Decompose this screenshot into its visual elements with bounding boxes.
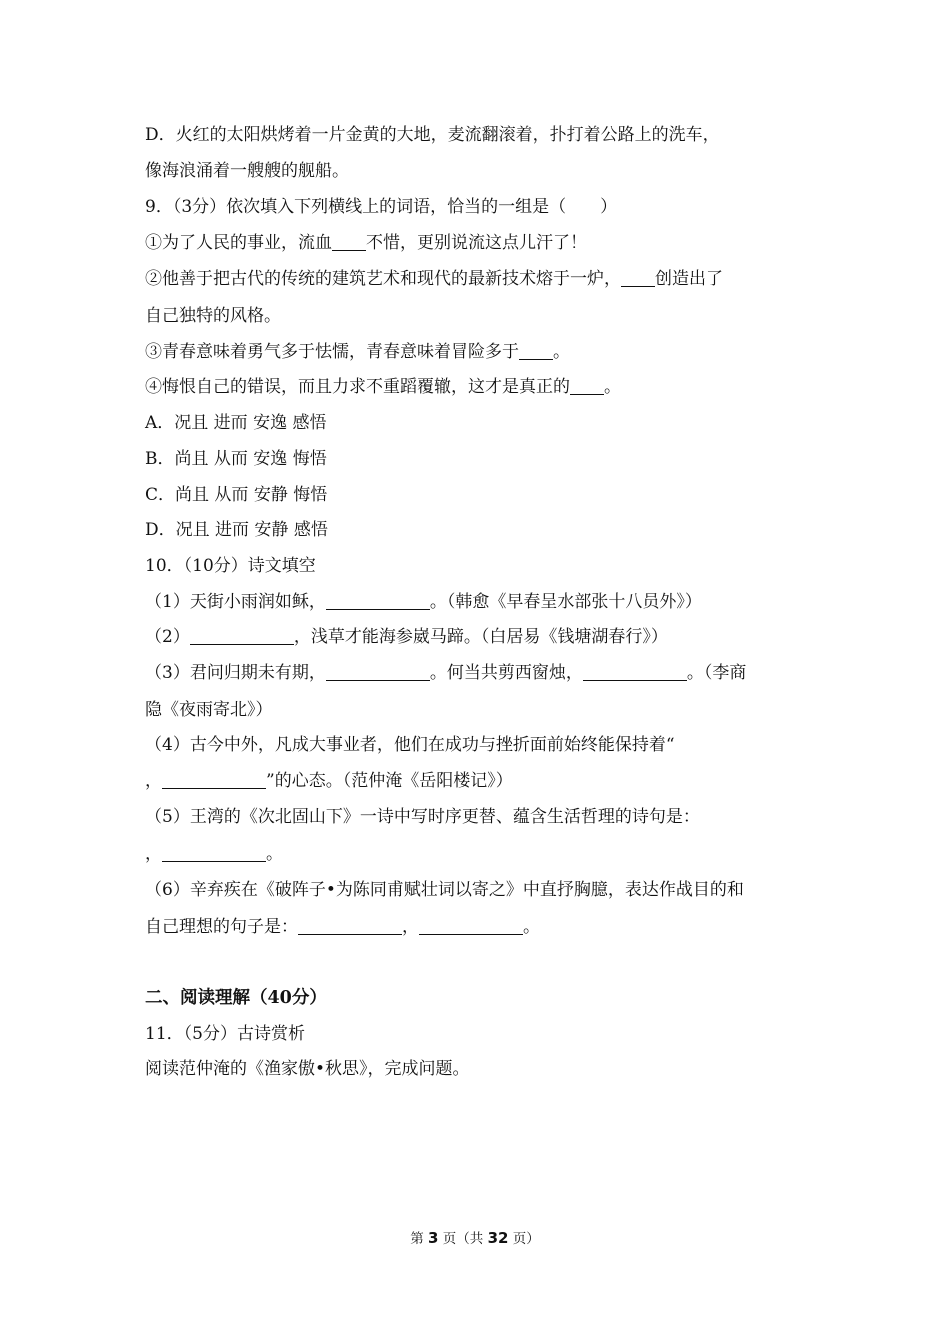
q10-item-1 <box>145 590 702 614</box>
q10-p6-text-c: ， <box>402 917 419 937</box>
q9-sentence-1 <box>145 231 587 255</box>
footer-total-pages: 32 <box>487 1229 509 1247</box>
q8-option-d-line1: D．火红的太阳烘烤着一片金黄的大地，麦流翻滚着，扑打着公路上的洗车， <box>145 125 720 145</box>
q10-p5-text-c: 。 <box>266 844 283 864</box>
answer-blank <box>583 663 687 681</box>
answer-blank <box>190 627 294 645</box>
q8-option-d-line2: 像海浪涌着一艘艘的舰船。 <box>145 161 349 181</box>
q10-item-4-cont <box>145 769 513 793</box>
q11-stem: 11．（5分）古诗赏析 <box>145 1024 305 1044</box>
q9-option-a: A．况且 进而 安逸 感悟 <box>145 413 327 433</box>
answer-blank <box>519 342 553 360</box>
q10-item-6: （6）辛弃疾在《破阵子•为陈同甫赋壮词以寄之》中直抒胸臆，表达作战目的和 <box>145 880 744 900</box>
q10-p3-text-c: 。（李商 <box>686 663 747 683</box>
answer-blank <box>298 917 402 935</box>
q10-p1-text-a: （1）天街小雨润如稣， <box>145 592 326 612</box>
answer-blank <box>326 663 430 681</box>
q10-p4-text-c: ”的心态。（范仲淹《岳阳楼记》） <box>266 771 513 791</box>
footer-page-number: 3 <box>428 1229 439 1247</box>
q10-p2-text-b: ，浅草才能海参崴马蹄。（白居易《钱塘湖春行》） <box>293 627 668 647</box>
q9-s2-text-a: ②他善于把古代的传统的建筑艺术和现代的最新技术熔于一炉， <box>145 269 621 289</box>
page-footer <box>0 1228 950 1249</box>
q9-option-c: C．尚且 从而 安静 悔悟 <box>145 485 328 505</box>
q10-p4-text-b: ， <box>145 771 162 791</box>
q9-s4-text-a: ④悔恨自己的错误，而且力求不重蹈覆辙，这才是真正的 <box>145 377 570 397</box>
q10-stem: 10．（10分）诗文填空 <box>145 556 316 576</box>
answer-blank <box>162 771 266 789</box>
q9-sentence-4 <box>145 375 621 399</box>
answer-blank <box>621 269 655 287</box>
q9-option-d: D．况且 进而 安静 感悟 <box>145 520 328 540</box>
q11-intro: 阅读范仲淹的《渔家傲•秋思》，完成问题。 <box>145 1059 470 1079</box>
answer-blank <box>162 844 266 862</box>
answer-blank <box>332 233 366 251</box>
q9-s1-text-a: ①为了人民的事业，流血 <box>145 233 332 253</box>
q10-p2-text-a: （2） <box>145 627 190 647</box>
q10-item-3 <box>145 661 746 685</box>
q9-s3-text-a: ③青春意味着勇气多于怯懦，青春意味着冒险多于 <box>145 342 519 362</box>
q9-s2-text-b: 创造出了 <box>655 269 723 289</box>
q9-sentence-3 <box>145 340 570 364</box>
q10-item-2 <box>145 625 668 649</box>
q10-p3-text-a: （3）君问归期未有期， <box>145 663 326 683</box>
q10-item-3-cont: 隐《夜雨寄北》） <box>145 700 273 720</box>
q10-item-5: （5）王湾的《次北固山下》一诗中写时序更替、蕴含生活哲理的诗句是： <box>145 807 700 827</box>
footer-post: 页） <box>512 1231 540 1247</box>
q9-option-b: B．尚且 从而 安逸 悔悟 <box>145 449 327 469</box>
answer-blank <box>570 377 604 395</box>
q9-s1-text-b: 不惜，更别说流这点儿汗了！ <box>366 233 587 253</box>
q9-sentence-2-cont: 自己独特的风格。 <box>145 306 281 326</box>
q10-p6-text-d: 。 <box>523 917 540 937</box>
answer-blank <box>326 592 430 610</box>
q9-sentence-2 <box>145 267 723 291</box>
q10-item-4: （4）古今中外，凡成大事业者，他们在成功与挫折面前始终能保持着“ <box>145 735 675 755</box>
q9-s3-text-b: 。 <box>553 342 570 362</box>
q9-s4-text-b: 。 <box>604 377 621 397</box>
q10-p1-text-b: 。（韩愈《早春呈水部张十八员外》） <box>429 592 702 612</box>
q10-item-6-cont <box>145 915 540 939</box>
q9-stem: 9．（3分）依次填入下列横线上的词语，恰当的一组是（ ） <box>145 197 618 217</box>
q10-p6-text-b: 自己理想的句子是： <box>145 917 298 937</box>
q10-p5-text-b: ， <box>145 844 162 864</box>
answer-blank <box>419 917 523 935</box>
footer-pre: 第 <box>410 1231 424 1247</box>
q10-p3-text-b: 。何当共剪西窗烛， <box>429 663 583 683</box>
q10-item-5-cont <box>145 842 283 866</box>
footer-mid: 页（共 <box>442 1231 484 1247</box>
section-2-title: 二、阅读理解（40分） <box>145 988 327 1008</box>
